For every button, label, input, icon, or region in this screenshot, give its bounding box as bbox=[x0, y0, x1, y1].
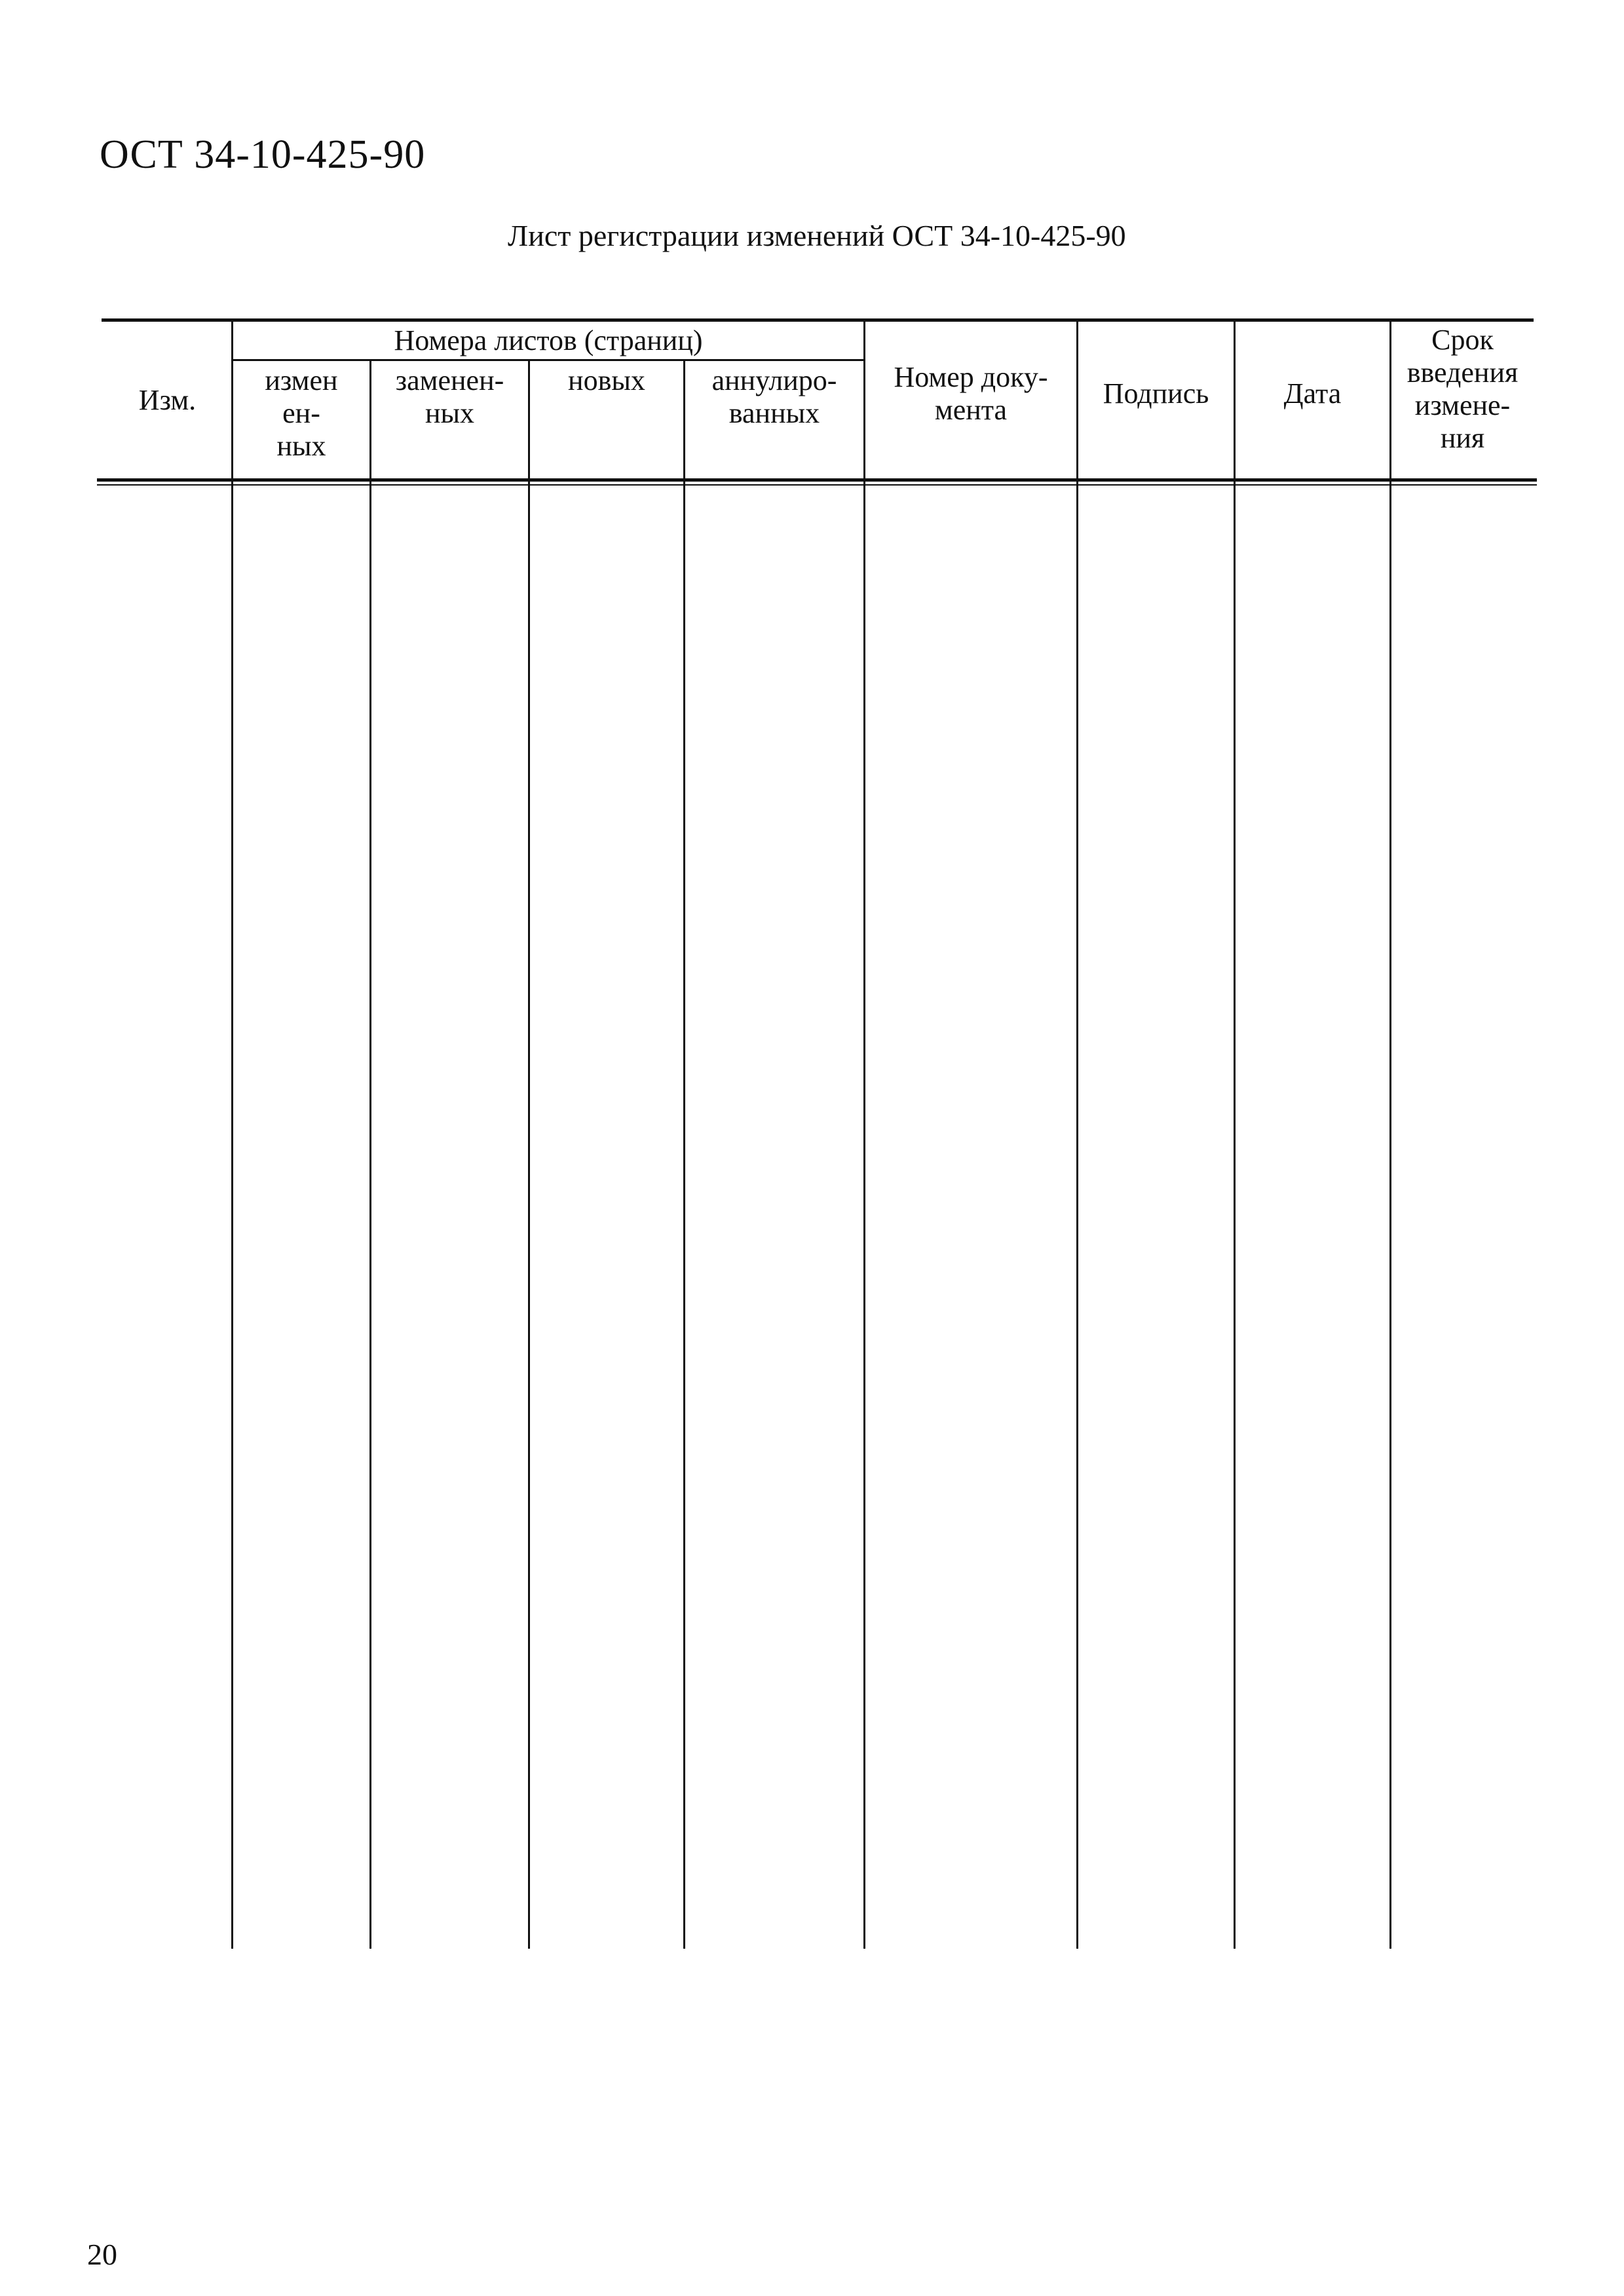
header-doc-number-line1: Номер доку- bbox=[894, 360, 1048, 393]
header-doc-number-line2: мента bbox=[934, 393, 1008, 426]
divider-new bbox=[683, 359, 685, 1949]
divider-date bbox=[1389, 318, 1391, 1949]
header-replaced-line2: ных bbox=[425, 397, 475, 429]
header-signature-label: Подпись bbox=[1103, 377, 1209, 410]
header-annulled-line2: ванных bbox=[728, 397, 820, 429]
header-annulled-line1: аннулиро- bbox=[711, 364, 837, 396]
header-date bbox=[1236, 322, 1389, 478]
header-izm bbox=[104, 322, 231, 478]
header-sheet-numbers bbox=[233, 322, 863, 359]
header-new bbox=[530, 364, 683, 478]
page-number: 20 bbox=[87, 2238, 117, 2271]
header-bottom-border bbox=[97, 478, 1537, 482]
header-replaced bbox=[371, 364, 528, 478]
divider-signature bbox=[1234, 318, 1236, 1949]
header-bottom-border-second bbox=[97, 484, 1537, 486]
divider-doc-number bbox=[1076, 318, 1078, 1949]
header-izm-label: Изм. bbox=[138, 383, 197, 416]
header-changed-line2: ных bbox=[276, 430, 326, 462]
header-doc-number bbox=[865, 322, 1076, 478]
group-header-underline bbox=[233, 359, 865, 361]
header-annulled bbox=[685, 364, 863, 478]
divider-izm bbox=[231, 318, 233, 1949]
divider-changed bbox=[369, 359, 371, 1949]
document-code: ОСТ 34-10-425-90 bbox=[100, 132, 426, 177]
header-deadline-line3: измене- bbox=[1414, 389, 1511, 421]
sheet-title: Лист регистрации изменений ОСТ 34-10-425-90 bbox=[508, 219, 1126, 252]
header-deadline-line2: введения bbox=[1407, 356, 1519, 389]
header-changed-line1: измен ен- bbox=[265, 364, 338, 429]
header-deadline-line4: ния bbox=[1440, 422, 1485, 454]
header-sheet-numbers-label: Номера листов (страниц) bbox=[394, 324, 703, 356]
header-deadline-line1: Срок bbox=[1431, 324, 1494, 356]
header-new-label: новых bbox=[568, 364, 645, 396]
divider-replaced bbox=[528, 359, 530, 1949]
header-deadline bbox=[1391, 324, 1534, 478]
header-replaced-line1: заменен- bbox=[395, 364, 504, 396]
header-date-label: Дата bbox=[1283, 377, 1342, 410]
header-changed bbox=[233, 364, 369, 478]
header-signature bbox=[1078, 322, 1234, 478]
divider-annulled bbox=[863, 318, 865, 1949]
